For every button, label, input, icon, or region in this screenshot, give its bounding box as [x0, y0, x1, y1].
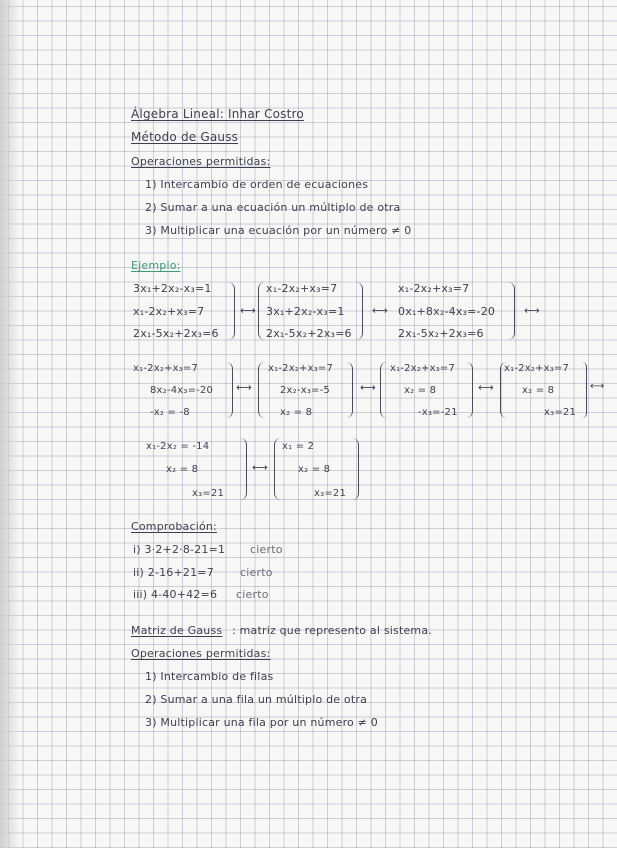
- op-item-3: 3) Multiplicar una ecuación por un número ≠ 0: [145, 224, 412, 237]
- eq-r1-s2-1: x₁-2x₂+x₃=7: [266, 282, 338, 295]
- equivalence-arrow: ⟷: [372, 304, 388, 317]
- page-title: Álgebra Lineal: Inhar Costro: [131, 107, 304, 121]
- eq-r1-s3-2: 0x₁+8x₂-4x₃=-20: [398, 305, 496, 318]
- equivalence-arrow: ⟷: [590, 381, 605, 392]
- system-brace: [466, 362, 473, 418]
- system-brace: [258, 282, 265, 340]
- page-margin-shadow: [0, 0, 20, 848]
- system-brace: [258, 362, 265, 418]
- eq-r1-s1-2: x₁-2x₂+x₃=7: [133, 305, 205, 318]
- eq-r1-s2-2: 3x₁+2x₂-x₃=1: [266, 305, 345, 318]
- op2-item-3: 3) Multiplicar una fila por un número ≠ 0: [145, 716, 378, 729]
- ops-heading: Operaciones permitidas:: [131, 155, 271, 168]
- op2-item-1: 1) Intercambio de filas: [145, 670, 274, 683]
- matrix-heading: Matriz de Gauss: [131, 624, 223, 637]
- equivalence-arrow: ⟷: [360, 381, 376, 394]
- eq-r1-s3-1: x₁-2x₂+x₃=7: [398, 282, 470, 295]
- eq-r2-s1-2: 8x₂-4x₃=-20: [150, 385, 214, 396]
- section-title: Método de Gauss: [131, 130, 239, 144]
- eq-r1-s1-1: 3x₁+2x₂-x₃=1: [133, 282, 212, 295]
- eq-r2-s2-2: 2x₂-x₃=-5: [280, 385, 330, 396]
- eq-r3-s2-1: x₁ = 2: [282, 441, 315, 452]
- equivalence-arrow: ⟷: [252, 461, 268, 474]
- system-brace: [352, 438, 359, 500]
- eq-r2-s1-1: x₁-2x₂+x₃=7: [133, 363, 199, 374]
- eq-r2-s4-1: x₁-2x₂+x₃=7: [504, 363, 570, 374]
- system-brace: [356, 282, 363, 340]
- system-brace: [508, 282, 515, 340]
- equivalence-arrow: ⟷: [524, 304, 540, 317]
- equivalence-arrow: ⟷: [478, 381, 494, 394]
- check-expr-1: i) 3·2+2·8-21=1: [133, 543, 226, 556]
- eq-r3-s1-1: x₁-2x₂ = -14: [146, 441, 210, 452]
- eq-r3-s2-2: x₂ = 8: [298, 464, 331, 475]
- equivalence-arrow: ⟷: [236, 381, 252, 394]
- eq-r2-s3-2: x₂ = 8: [404, 385, 437, 396]
- system-brace: [380, 362, 387, 418]
- system-brace: [240, 438, 247, 500]
- eq-r2-s2-1: x₁-2x₂+x₃=7: [268, 363, 334, 374]
- ops2-heading: Operaciones permitidas:: [131, 647, 271, 660]
- system-brace: [582, 362, 587, 418]
- system-brace: [228, 282, 235, 340]
- example-label: Ejemplo:: [131, 259, 181, 272]
- eq-r3-s2-3: x₃=21: [314, 488, 347, 499]
- eq-r2-s3-1: x₁-2x₂+x₃=7: [390, 363, 456, 374]
- eq-r1-s2-3: 2x₁-5x₂+2x₃=6: [266, 327, 352, 340]
- check-result-1: cierto: [250, 543, 283, 556]
- eq-r2-s2-3: x₂ = 8: [280, 407, 313, 418]
- check-heading: Comprobación:: [131, 520, 217, 533]
- system-brace: [226, 362, 233, 418]
- check-result-2: cierto: [240, 566, 273, 579]
- eq-r2-s1-3: -x₂ = -8: [150, 407, 190, 418]
- check-result-3: cierto: [236, 588, 269, 601]
- matrix-description: : matriz que represento al sistema.: [232, 624, 432, 637]
- op2-item-2: 2) Sumar a una fila un múltiplo de otra: [145, 693, 368, 706]
- system-brace: [274, 438, 281, 500]
- eq-r2-s4-2: x₂ = 8: [522, 385, 555, 396]
- check-expr-3: iii) 4-40+42=6: [133, 588, 218, 601]
- check-expr-2: ii) 2-16+21=7: [133, 566, 214, 579]
- equivalence-arrow: ⟷: [240, 304, 256, 317]
- eq-r2-s3-3: -x₃=-21: [418, 407, 458, 418]
- op-item-1: 1) Intercambio de orden de ecuaciones: [145, 178, 369, 191]
- eq-r1-s3-3: 2x₁-5x₂+2x₃=6: [398, 327, 484, 340]
- eq-r3-s1-2: x₂ = 8: [166, 464, 199, 475]
- eq-r2-s4-3: x₃=21: [544, 407, 577, 418]
- op-item-2: 2) Sumar a una ecuación un múltiplo de otra: [145, 201, 401, 214]
- eq-r1-s1-3: 2x₁-5x₂+2x₃=6: [133, 327, 219, 340]
- eq-r3-s1-3: x₃=21: [192, 488, 225, 499]
- system-brace: [346, 362, 353, 418]
